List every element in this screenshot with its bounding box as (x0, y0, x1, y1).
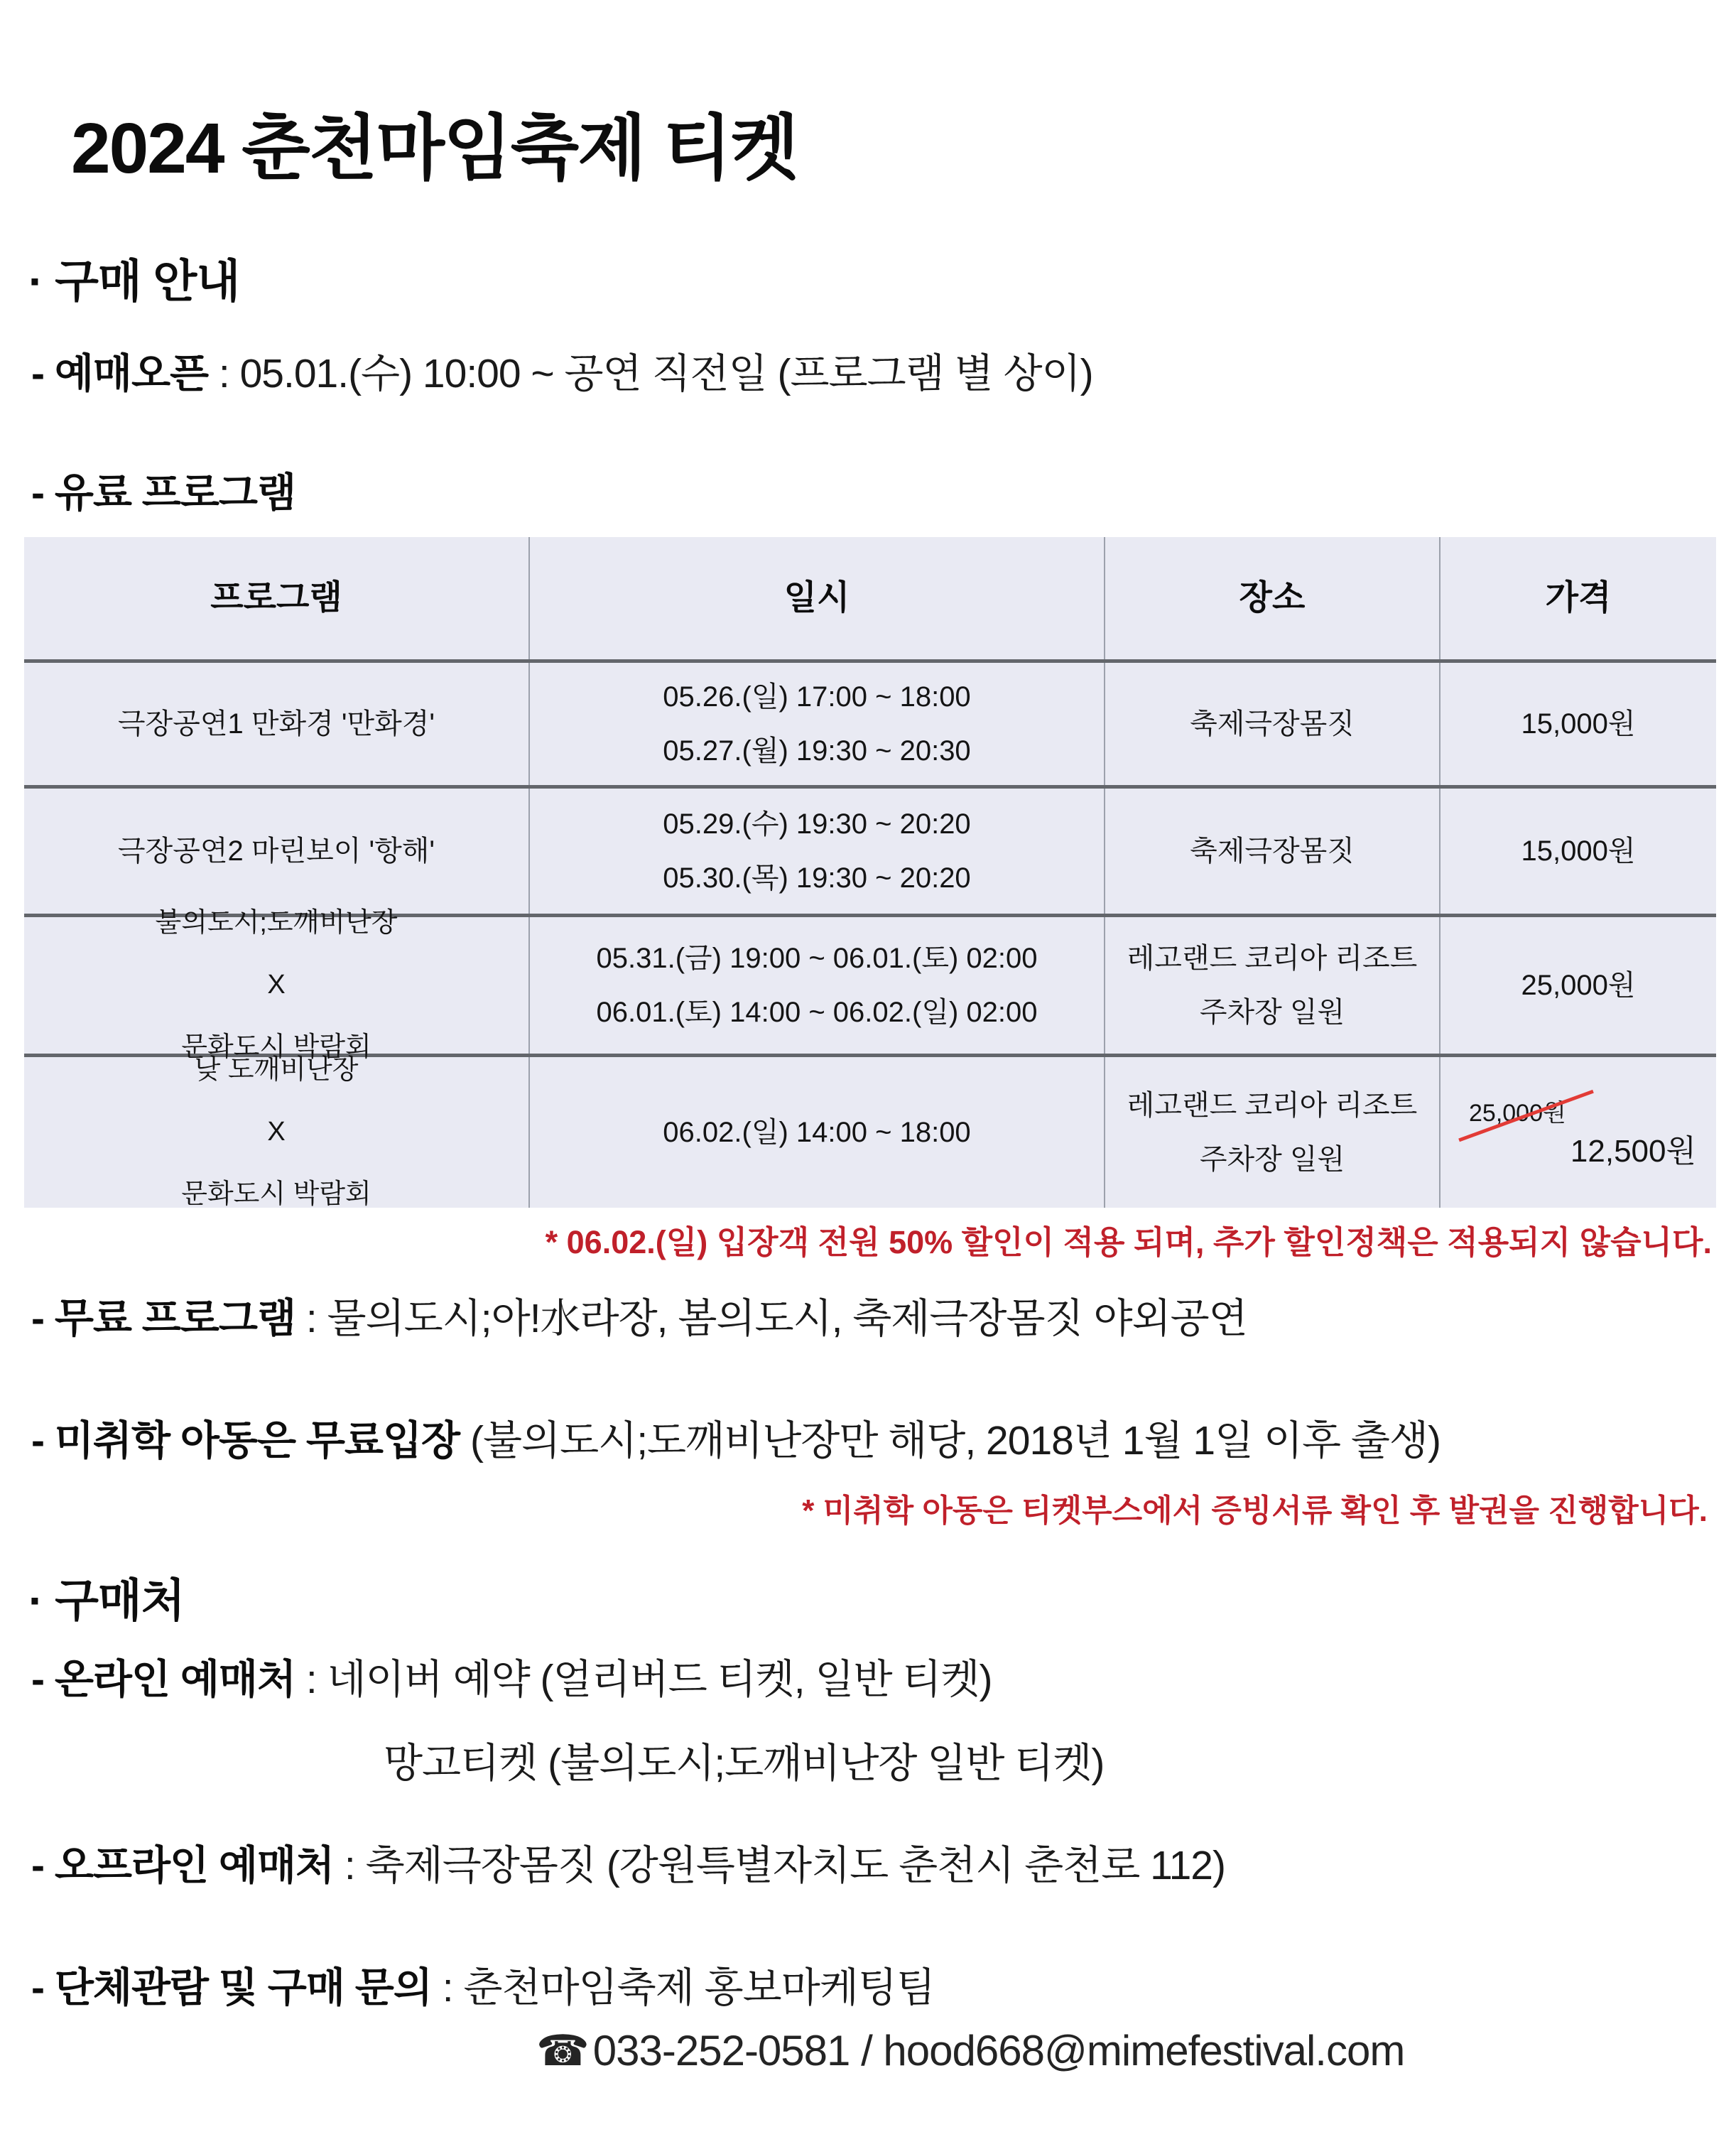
row3-venue: 레고랜드 코리아 리조트 주차장 일원 (1105, 917, 1441, 1054)
row1-program: 극장공연1 만화경 '만화경' (24, 663, 530, 785)
row2-datetime: 05.29.(수) 19:30 ~ 20:20 05.30.(목) 19:30 ~ 20:20 (530, 789, 1105, 914)
online-vendor-line: - 온라인 예매처 : 네이버 예약 (얼리버드 티켓, 일반 티켓) (31, 1657, 992, 1702)
preschool-note: * 미취학 아동은 티켓부스에서 증빙서류 확인 후 발권을 진행합니다. (802, 1493, 1708, 1528)
preschool-value: (불의도시;도깨비난장만 해당, 2018년 1월 1일 이후 출생) (470, 1418, 1441, 1463)
row2-program: 극장공연2 마린보이 '항해' (24, 789, 530, 914)
paid-programs-line (31, 460, 295, 519)
offline-vendor-label: - 오프라인 예매처 (31, 1843, 335, 1888)
row1-price: 15,000원 (1521, 708, 1636, 740)
row1-venue: 축제극장몸짓 (1105, 663, 1441, 785)
booking-open-label: - 예매오픈 (31, 351, 209, 396)
booking-open-line: - 예매오픈 : 05.01.(수) 10:00 ~ 공연 직전일 (프로그램 별 상이) (31, 351, 1093, 396)
online-vendor-line2: 망고티켓 (불의도시;도깨비난장 일반 티켓) (384, 1741, 1105, 1786)
group-inquiry-line: - 단체관람 및 구매 문의 : 춘천마임축제 홍보마케팅팀 (31, 1965, 935, 2011)
online-vendor-line2-wrap (384, 1731, 1104, 1789)
table-row (24, 907, 1716, 1062)
header-venue: 장소 (1105, 537, 1441, 659)
page-title: 2024 춘천마임축제 티켓 (71, 109, 798, 188)
row4-venue: 레고랜드 코리아 리조트 주차장 일원 (1105, 1057, 1441, 1208)
row4-program: 낮 도깨비난장 X 문화도시 박람회 (24, 1057, 530, 1208)
paid-programs-table (24, 537, 1716, 1208)
offline-vendor-value: 축제극장몸짓 (강원특별자치도 춘천시 춘천로 112) (365, 1843, 1225, 1888)
contact-text: 033-252-0581 / hood668@mimefestival.com (592, 2027, 1405, 2074)
table-row (24, 1054, 1716, 1208)
group-inquiry-value: 춘천마임축제 홍보마케팅팀 (463, 1965, 935, 2011)
free-programs-label: - 무료 프로그램 (31, 1296, 296, 1341)
original-price-struck: 25,000원 (1469, 1098, 1566, 1129)
header-datetime: 일시 (530, 537, 1105, 659)
row3-price: 25,000원 (1521, 970, 1636, 1001)
row3-datetime: 05.31.(금) 19:00 ~ 06.01.(토) 02:00 06.01.(토) 14:00 ~ 06.02.(일) 02:00 (530, 917, 1105, 1054)
table-header-row (24, 537, 1716, 659)
discounted-price: 12,500원 (1570, 1133, 1696, 1169)
row4-datetime: 06.02.(일) 14:00 ~ 18:00 (530, 1057, 1105, 1208)
discount-note: * 06.02.(일) 입장객 전원 50% 할인이 적용 되며, 추가 할인정책은 적용되지 않습니다. (545, 1224, 1712, 1260)
header-program: 프로그램 (24, 537, 530, 659)
table-row (24, 659, 1716, 785)
row3-program: 불의도시;도깨비난장 X 문화도시 박람회 (24, 917, 530, 1054)
booking-open-value: 05.01.(수) 10:00 ~ 공연 직전일 (프로그램 별 상이) (239, 351, 1093, 396)
preschool-line (31, 1408, 1441, 1466)
online-vendor-label: - 온라인 예매처 (31, 1657, 296, 1702)
offline-vendor-line: - 오프라인 예매처 : 축제극장몸짓 (강원특별자치도 춘천시 춘천로 112) (31, 1843, 1225, 1888)
online-vendor-line1: 네이버 예약 (얼리버드 티켓, 일반 티켓) (327, 1657, 992, 1702)
row2-price: 15,000원 (1521, 835, 1636, 867)
free-programs-line: - 무료 프로그램 : 물의도시;아!水라장, 봄의도시, 축제극장몸짓 야외공연 (31, 1296, 1247, 1341)
contact-line (536, 2026, 1404, 2076)
phone-icon: ☎ (536, 2027, 589, 2074)
row4-price (1441, 1057, 1716, 1208)
group-inquiry-label: - 단체관람 및 구매 문의 (31, 1965, 432, 2011)
section-heading-purchase-guide: · 구매 안내 (28, 256, 240, 307)
header-price: 가격 (1545, 579, 1612, 617)
paid-programs-label: - 유료 프로그램 (31, 470, 296, 516)
row1-datetime: 05.26.(일) 17:00 ~ 18:00 05.27.(월) 19:30 ~ 20:30 (530, 663, 1105, 785)
row2-venue: 축제극장몸짓 (1105, 789, 1441, 914)
free-programs-value: 물의도시;아!水라장, 봄의도시, 축제극장몸짓 야외공연 (327, 1296, 1247, 1341)
section-heading-vendors: · 구매처 (28, 1575, 185, 1626)
preschool-label: - 미취학 아동은 무료입장 (31, 1418, 460, 1463)
